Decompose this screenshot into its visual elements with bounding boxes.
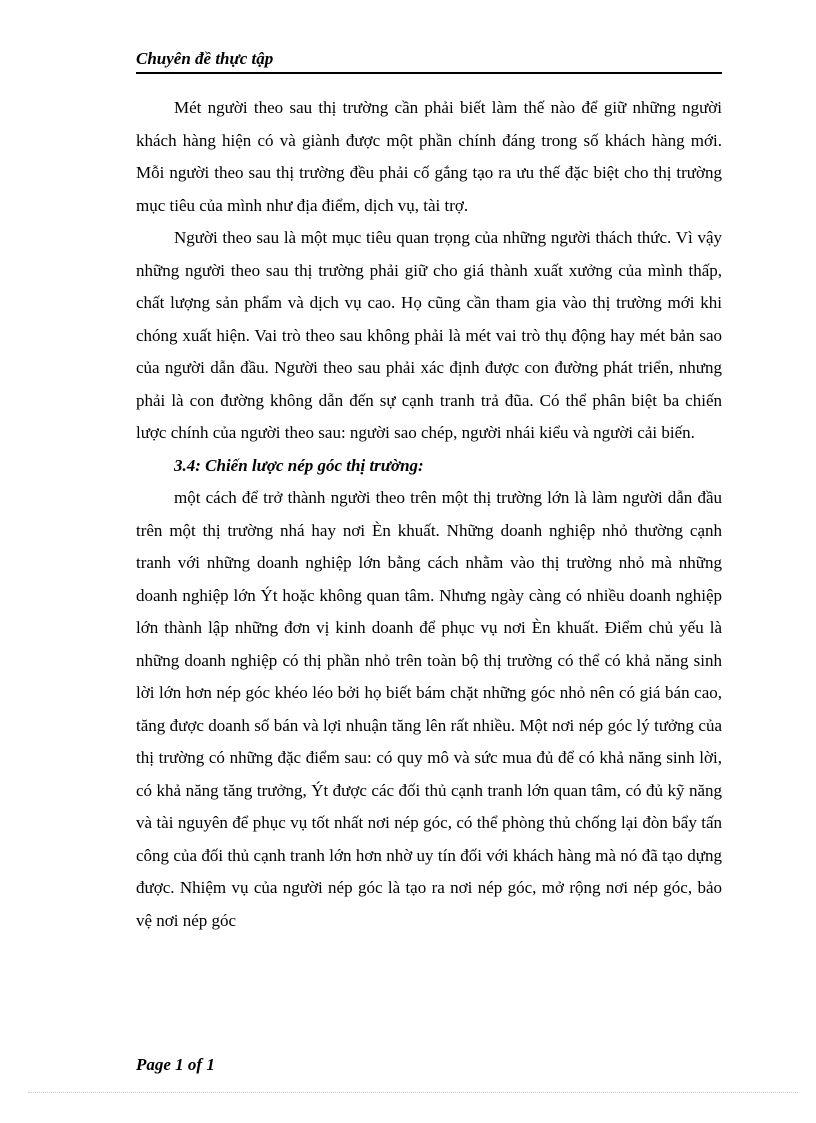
page-footer xyxy=(136,1054,215,1076)
page-number: Page 1 of 1 xyxy=(136,1055,215,1074)
section-heading: 3.4: Chiến lược nép góc thị trường: xyxy=(174,455,424,475)
page-header xyxy=(136,48,722,74)
header-title: Chuyên đề thực tập xyxy=(136,49,274,68)
paragraph-2: Người theo sau là một mục tiêu quan trọng của những người thách thức. Vì vậy những người theo sau thị trường phải giữ cho giá thành xuất xưởng của mình thấp, chất lượng sản phẩm và dịch vụ cao. Họ cũng cần tham gia vào thị trường mới khi chóng xuất hiện. Vai trò theo sau không phải là mét vai trò thụ động hay mét bản sao của người dẫn đầu. Người theo sau phải xác định được con đường phát triển, nhưng phải là con đường không dẫn đến sự cạnh tranh trả đũa. Có thể phân biệt ba chiến lược chính của người theo sau: người sao chép, người nhái kiểu và người cải biến. xyxy=(136,228,722,442)
paragraph-3: một cách để trở thành người theo trên một thị trường lớn là làm người dẫn đầu trên một thị trường nhá hay nơi Èn khuất. Những doanh nghiệp nhỏ thường cạnh tranh với những doanh nghiệp lớn bằng cách nhằm vào thị trường nhỏ mà những doanh nghiệp lớn Ýt hoặc không quan tâm. Nhưng ngày càng có nhiều doanh nghiệp lớn thành lập những đơn vị kinh doanh để phục vụ nơi Èn khuất. Điểm chủ yếu là những doanh nghiệp có thị phần nhỏ trên toàn bộ thị trường có thể có khả năng sinh lời lớn hơn nép góc khéo léo bởi họ biết bám chặt những góc nhỏ nên có giá bán cao, tăng được doanh số bán và lợi nhuận tăng lên rất nhiều. Một nơi nép góc lý tưởng của thị trường có những đặc điểm sau: có quy mô và sức mua đủ để có khả năng sinh lời, có khả năng tăng trưởng, Ýt được các đối thủ cạnh tranh lớn quan tâm, có đủ kỹ năng và tài nguyên để phục vụ tốt nhất nơi nép góc, có thể phòng thủ chống lại đòn bẩy tấn công của đối thủ cạnh tranh lớn hơn nhờ uy tín đối với khách hàng mà nó đã tạo dựng được. Nhiệm vụ của người nép góc là tạo ra nơi nép góc, mở rộng nơi nép góc, bảo vệ nơi nép góc xyxy=(136,488,722,930)
page-edge-divider xyxy=(28,1092,798,1093)
paragraph-1: Mét người theo sau thị trường cần phải biết làm thế nào để giữ những người khách hàng hiện có và giành được một phần chính đáng trong số khách hàng mới. Mỗi người theo sau thị trường đều phải cố gắng tạo ra ưu thế đặc biệt cho thị trường mục tiêu của mình như địa điểm, dịch vụ, tài trợ. xyxy=(136,98,722,215)
document-body xyxy=(136,92,722,937)
